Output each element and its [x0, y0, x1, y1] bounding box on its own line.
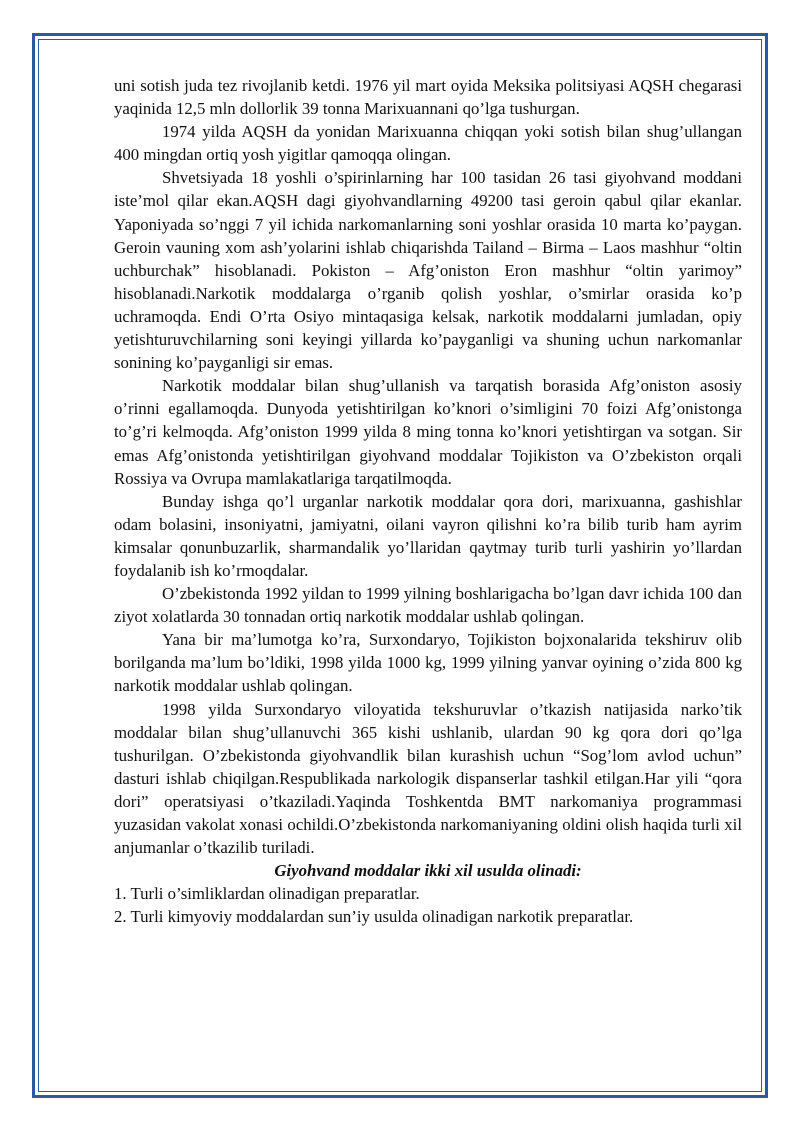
paragraph-offenders: Bunday ishga qo’l urganlar narkotik moddalar qora dori, marixuanna, gashishlar odam bolasini, insoniyatni, jamiyatni, oilani vayron qilishni ko’ra bilib turib ham ayrim kimsalar qonunbuzarlik, sharmandalik yo’llaridan qaytmay turib turli yashirin yo’llardan foydalanib ish ko’rmoqdalar.	[114, 491, 742, 580]
section-heading: Giyohvand moddalar ikki xil usulda olinadi:	[274, 861, 582, 881]
paragraph-usa-1974: 1974 yilda AQSH da yonidan Marixuanna chiqqan yoki sotish bilan shug’ullangan 400 mingdan ortiq yosh yigitlar qamoqqa olingan.	[114, 122, 742, 165]
list-item-2: 2. Turli kimyoviy moddalardan sun’iy usulda olinadigan narkotik preparatlar.	[114, 907, 634, 927]
paragraph-surxondaryo: 1998 yilda Surxondaryo viloyatida tekshuruvlar o’tkazish natijasida narko’tik moddalar bilan shug’ullanuvchi 365 kishi ushlanib, ulardan 90 kg qora dori qo’lga tushurilgan. O’zbekistonda giyohvandlik bilan kurashish uchun “Sog’lom avlod uchun” dasturi ishlab chiqilgan.Respublikada narkologik dispanserlar tashkil etilgan.Har yili “qora dori” operatsiyasi o’tkaziladi.Yaqinda Toshkentda BMT narkomaniya programmasi yuzasidan vakolat xonasi ochildi.O’zbekistonda narkomaniyaning oldini olish haqida turli xil anjumanlar o’tkazilib turiladi.	[114, 699, 742, 858]
paragraph-customs: Yana bir ma’lumotga ko’ra, Surxondaryo, Tojikiston bojxonalarida tekshiruv olib borilganda ma’lum bo’ldiki, 1998 yilda 1000 kg, 1999 yilning yanvar oyining o’zida 800 kg narkotik moddalar ushlab qolingan.	[114, 630, 742, 696]
paragraph-statistics: Shvetsiyada 18 yoshli o’spirinlarning har 100 tasidan 26 tasi giyohvand moddani iste’mol qilar ekan.AQSH dagi giyohvandlarning 49200 tasi geroin qabul qilar ekanlar. Yaponiyada so’nggi 7 yil ichida narkomanlarning soni yoshlar orasida 10 marta ko’paygan. Geroin vauning xom ash’yolarini ishlab chiqarishda Tailand – Birma – Laos mashhur “oltin uchburchak” hisoblanadi. Pokiston – Afg’oniston Eron mashhur “oltin yarimoy” hisoblanadi.Narkotik moddalarga o’rganib qolish yoshlar, o’smirlar orasida ko’p uchramoqda. Endi O’rta Osiyo mintaqasiga kelsak, narkotik moddalarni jumladan, opiy yetishturuvchilarning soni keyingi yillarda ko’payganligi va shuning uchun narkomanlar sonining ko’payganligi sir emas.	[114, 168, 742, 373]
document-body	[114, 74, 742, 928]
paragraph-afghanistan: Narkotik moddalar bilan shug’ullanish va tarqatish borasida Afg’oniston asosiy o’rinni egallamoqda. Dunyoda yetishtirilgan ko’knori o’simligini 70 foizi Afg’onistonga to’g’ri kelmoqda. Afg’oniston 1999 yilda 8 ming tonna ko’knori yetishtirgan va sotgan. Sir emas Afg’onistonda yetishtirilgan giyohvand moddalar Tojikiston va O’zbekiston orqali Rossiya va Ovrupa mamlakatlariga tarqatilmoqda.	[114, 376, 742, 488]
paragraph-uzbekistan-seizures: O’zbekistonda 1992 yildan to 1999 yilning boshlarigacha bo’lgan davr ichida 100 dan ziyot xolatlarda 30 tonnadan ortiq narkotik moddalar ushlab qolingan.	[114, 584, 742, 627]
list-item-1: 1. Turli o’simliklardan olinadigan preparatlar.	[114, 884, 420, 904]
paragraph-continued: uni sotish juda tez rivojlanib ketdi. 1976 yil mart oyida Meksika politsiyasi AQSH chegarasi yaqinida 12,5 mln dollorlik 39 tonna Marixuannani qo’lga tushurgan.	[114, 76, 742, 119]
